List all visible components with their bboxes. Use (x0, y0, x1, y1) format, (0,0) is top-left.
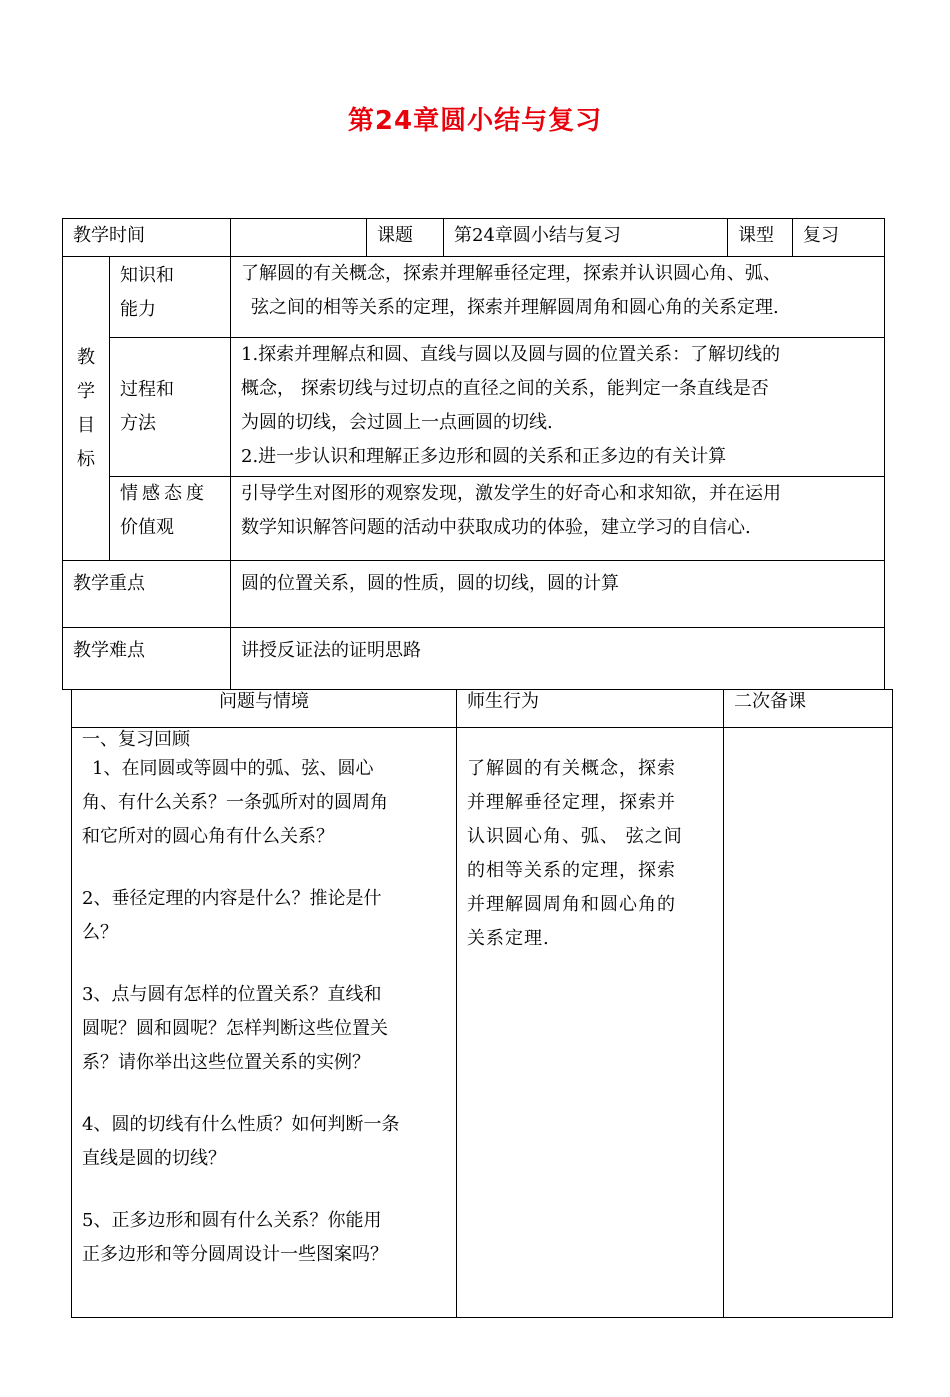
teacher-line: 认识圆心角、弧、 弦之间 (467, 826, 683, 847)
objectives-label-char: 目 (77, 414, 95, 436)
key-points-label: 教学重点 (63, 561, 231, 628)
question-5 (82, 1204, 446, 1272)
type-label: 课型 (728, 219, 793, 257)
question-line: 么？ (82, 922, 118, 943)
objective-content-line: 2.进一步认识和理解正多边形和圆的关系和正多边的有关计算 (241, 446, 727, 467)
type-value: 复习 (793, 219, 885, 257)
objective-label-process (110, 338, 231, 477)
teacher-line: 关系定理. (467, 928, 550, 949)
key-points-value: 圆的位置关系，圆的性质，圆的切线，圆的计算 (231, 561, 885, 628)
process-table (71, 689, 893, 1318)
objective-label-knowledge (110, 257, 231, 338)
question-line: 4、圆的切线有什么性质？如何判断一条 (82, 1114, 400, 1135)
difficulties-label: 教学难点 (63, 628, 231, 690)
question-line: 直线是圆的切线？ (82, 1148, 226, 1169)
teaching-time-value (231, 219, 367, 257)
objectives-label-char: 学 (77, 380, 95, 402)
question-line: 正多边形和等分圆周设计一些图案吗？ (82, 1244, 388, 1265)
objectives-label-char: 标 (77, 448, 95, 470)
info-table (62, 218, 885, 690)
objective-content-process (231, 338, 885, 477)
topic-label: 课题 (367, 219, 444, 257)
question-line: 角、有什么关系？一条弧所对的圆周角 (82, 792, 388, 813)
objective-label-attitude (110, 477, 231, 561)
objective-label-line: 能力 (120, 299, 156, 320)
header-second-prep: 二次备课 (724, 690, 893, 728)
question-line: 圆呢？圆和圆呢？怎样判断这些位置关 (82, 1018, 388, 1039)
objective-label-line: 价值观 (120, 517, 174, 538)
teacher-line: 并理解圆周角和圆心角的 (467, 894, 676, 915)
section-title: 一、复习回顾 (82, 729, 190, 750)
objective-content-line: 1.探索并理解点和圆、直线与圆以及圆与圆的位置关系：了解切线的 (241, 344, 781, 365)
objective-content-line: 数学知识解答问题的活动中获取成功的体验，建立学习的自信心. (241, 517, 751, 538)
question-3 (82, 978, 446, 1080)
question-4 (82, 1108, 446, 1176)
question-line: 5、正多边形和圆有什么关系？你能用 (82, 1210, 382, 1231)
question-line: 1、在同圆或等圆中的弧、弦、圆心 (92, 758, 374, 779)
objective-label-line: 过程和 (120, 379, 174, 400)
header-problem: 问题与情境 (72, 690, 457, 728)
objective-content-line: 为圆的切线，会过圆上一点画圆的切线. (241, 412, 553, 433)
question-2 (82, 882, 446, 950)
teacher-cell (457, 728, 724, 1318)
teaching-time-label: 教学时间 (63, 219, 231, 257)
question-1 (82, 752, 446, 854)
objectives-label-char: 教 (77, 346, 95, 368)
teacher-line: 并理解垂径定理，探索并 (467, 792, 676, 813)
second-prep-cell (724, 728, 893, 1318)
difficulties-value: 讲授反证法的证明思路 (231, 628, 885, 690)
header-teacher: 师生行为 (457, 690, 724, 728)
question-line: 系？请你举出这些位置关系的实例？ (82, 1052, 370, 1073)
topic-value: 第24章圆小结与复习 (444, 219, 728, 257)
objective-content-line: 了解圆的有关概念，探索并理解垂径定理，探索并认识圆心角、弧、 (241, 263, 781, 284)
objective-content-line: 弦之间的相等关系的定理，探索并理解圆周角和圆心角的关系定理. (251, 297, 779, 318)
objective-content-attitude (231, 477, 885, 561)
objective-content-line: 概念， 探索切线与过切点的直径之间的关系，能判定一条直线是否 (241, 378, 769, 399)
question-line: 3、点与圆有怎样的位置关系？直线和 (82, 984, 382, 1005)
objective-label-line: 知识和 (120, 265, 174, 286)
question-line: 和它所对的圆心角有什么关系？ (82, 826, 334, 847)
teacher-line: 了解圆的有关概念，探索 (467, 758, 676, 779)
page-title: 第24章圆小结与复习 (347, 106, 603, 136)
question-line: 2、垂径定理的内容是什么？推论是什 (82, 888, 382, 909)
objective-content-line: 引导学生对图形的观察发现，激发学生的好奇心和求知欲，并在运用 (241, 483, 781, 504)
problem-cell (72, 728, 457, 1318)
objective-content-knowledge (231, 257, 885, 338)
objective-label-line: 情感态度 (120, 483, 208, 504)
objective-label-line: 方法 (120, 413, 156, 434)
teacher-line: 的相等关系的定理，探索 (467, 860, 676, 881)
objectives-label (63, 257, 110, 561)
